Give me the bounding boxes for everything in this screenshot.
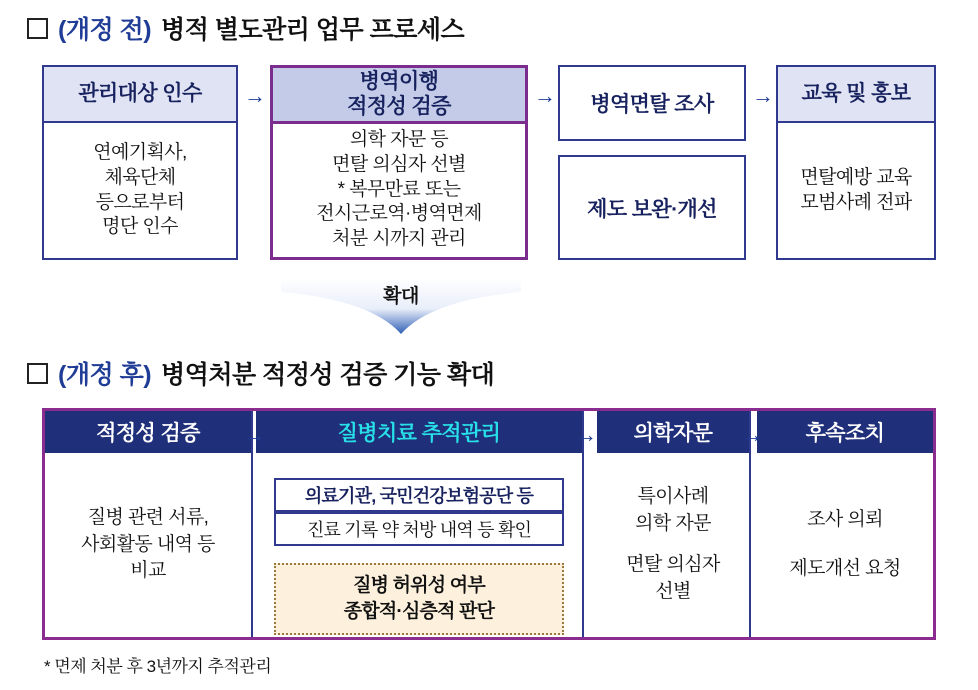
after-column-followup-title: 후속조치 <box>757 411 933 453</box>
process-box-system-improvement <box>558 155 746 260</box>
text-line: 질병 관련 서류, <box>87 506 209 528</box>
text-line: * 복무만료 또는 <box>337 178 461 200</box>
text-line: 명단 인수 <box>102 216 178 238</box>
tracking-highlight-box <box>274 563 564 635</box>
text-line: 면탈예방 교육 <box>800 166 912 188</box>
text-line: 연예기획사, <box>93 142 187 164</box>
text-line: 모범사례 전파 <box>800 191 912 213</box>
text-line: 제도개선 요청 <box>789 558 901 579</box>
after-column-tracking-title: 질병치료 추적관리 <box>256 411 582 453</box>
process-box-intake-title: 관리대상 인수 <box>44 67 236 123</box>
tracking-sub-box-institutions: 의료기관, 국민건강보험공단 등 <box>274 478 564 512</box>
checkbox-icon <box>27 18 48 39</box>
process-box-education-title: 교육 및 홍보 <box>778 67 934 123</box>
heading-paren-after: (개정 후) <box>58 361 152 389</box>
after-column-followup <box>757 411 933 637</box>
process-box-verification-body <box>273 124 525 256</box>
text-line: 처분 시까지 관리 <box>332 228 466 250</box>
heading-title-after: 병역처분 적정성 검증 기능 확대 <box>161 361 495 389</box>
expand-chevron <box>281 276 521 338</box>
text-line: 특이사례 <box>637 486 709 508</box>
checkbox-icon <box>27 363 48 384</box>
process-box-system-improvement-title: 제도 보완·개선 <box>560 157 744 258</box>
text-line: 의학 자문 <box>635 513 711 535</box>
expand-label: 확대 <box>383 286 419 307</box>
text-line: 종합적·심층적 판단 <box>343 601 495 622</box>
process-box-education-body <box>778 123 934 258</box>
arrow-right-icon: → <box>243 422 265 447</box>
text-line: 비교 <box>130 560 166 582</box>
process-box-intake <box>42 65 238 260</box>
text-line: 선별 <box>655 580 691 602</box>
arrow-right-icon: → <box>244 83 266 108</box>
arrow-right-icon: → <box>575 422 597 447</box>
text-line: 사회활동 내역 등 <box>81 533 215 555</box>
arrow-right-icon: → <box>752 83 774 108</box>
process-box-education <box>776 65 936 260</box>
text-line: 적정성 검증 <box>347 94 451 118</box>
process-box-investigation-title: 병역면탈 조사 <box>560 67 744 139</box>
process-box-intake-body <box>44 123 236 258</box>
text-line: 면탈 의심자 <box>626 554 720 575</box>
process-box-verification <box>270 65 528 260</box>
text-line: 의학 자문 등 <box>349 129 449 151</box>
text-line: 병역이행 <box>359 69 439 93</box>
after-column-medical-advice <box>597 411 749 637</box>
text-line: 체육단체 <box>104 166 176 188</box>
section-heading-after <box>27 355 494 391</box>
text-line: 등으로부터 <box>95 191 185 213</box>
section-heading-before <box>27 10 464 46</box>
text-line: 전시근로역·병역면제 <box>316 203 482 225</box>
after-column-verification-title: 적정성 검증 <box>45 411 251 453</box>
process-box-verification-title <box>273 68 525 124</box>
after-column-verification <box>45 411 251 637</box>
arrow-right-icon: → <box>741 422 763 447</box>
heading-paren-before: (개정 전) <box>58 16 152 44</box>
heading-title-before: 병적 별도관리 업무 프로세스 <box>161 16 465 44</box>
text-line: 면탈 의심자 선별 <box>332 153 466 175</box>
after-column-followup-body <box>757 453 933 637</box>
after-column-medical-advice-body <box>597 453 749 637</box>
after-column-verification-body <box>45 453 251 637</box>
text-line: 질병 허위성 여부 <box>353 575 485 597</box>
tracking-sub-box-records: 진료 기록 약 처방 내역 등 확인 <box>274 512 564 546</box>
footnote: * 면제 처분 후 3년까지 추적관리 <box>44 657 272 676</box>
text-line: 조사 의뢰 <box>807 509 883 531</box>
process-box-investigation <box>558 65 746 141</box>
after-column-medical-advice-title: 의학자문 <box>597 411 749 453</box>
arrow-right-icon: → <box>534 83 556 108</box>
